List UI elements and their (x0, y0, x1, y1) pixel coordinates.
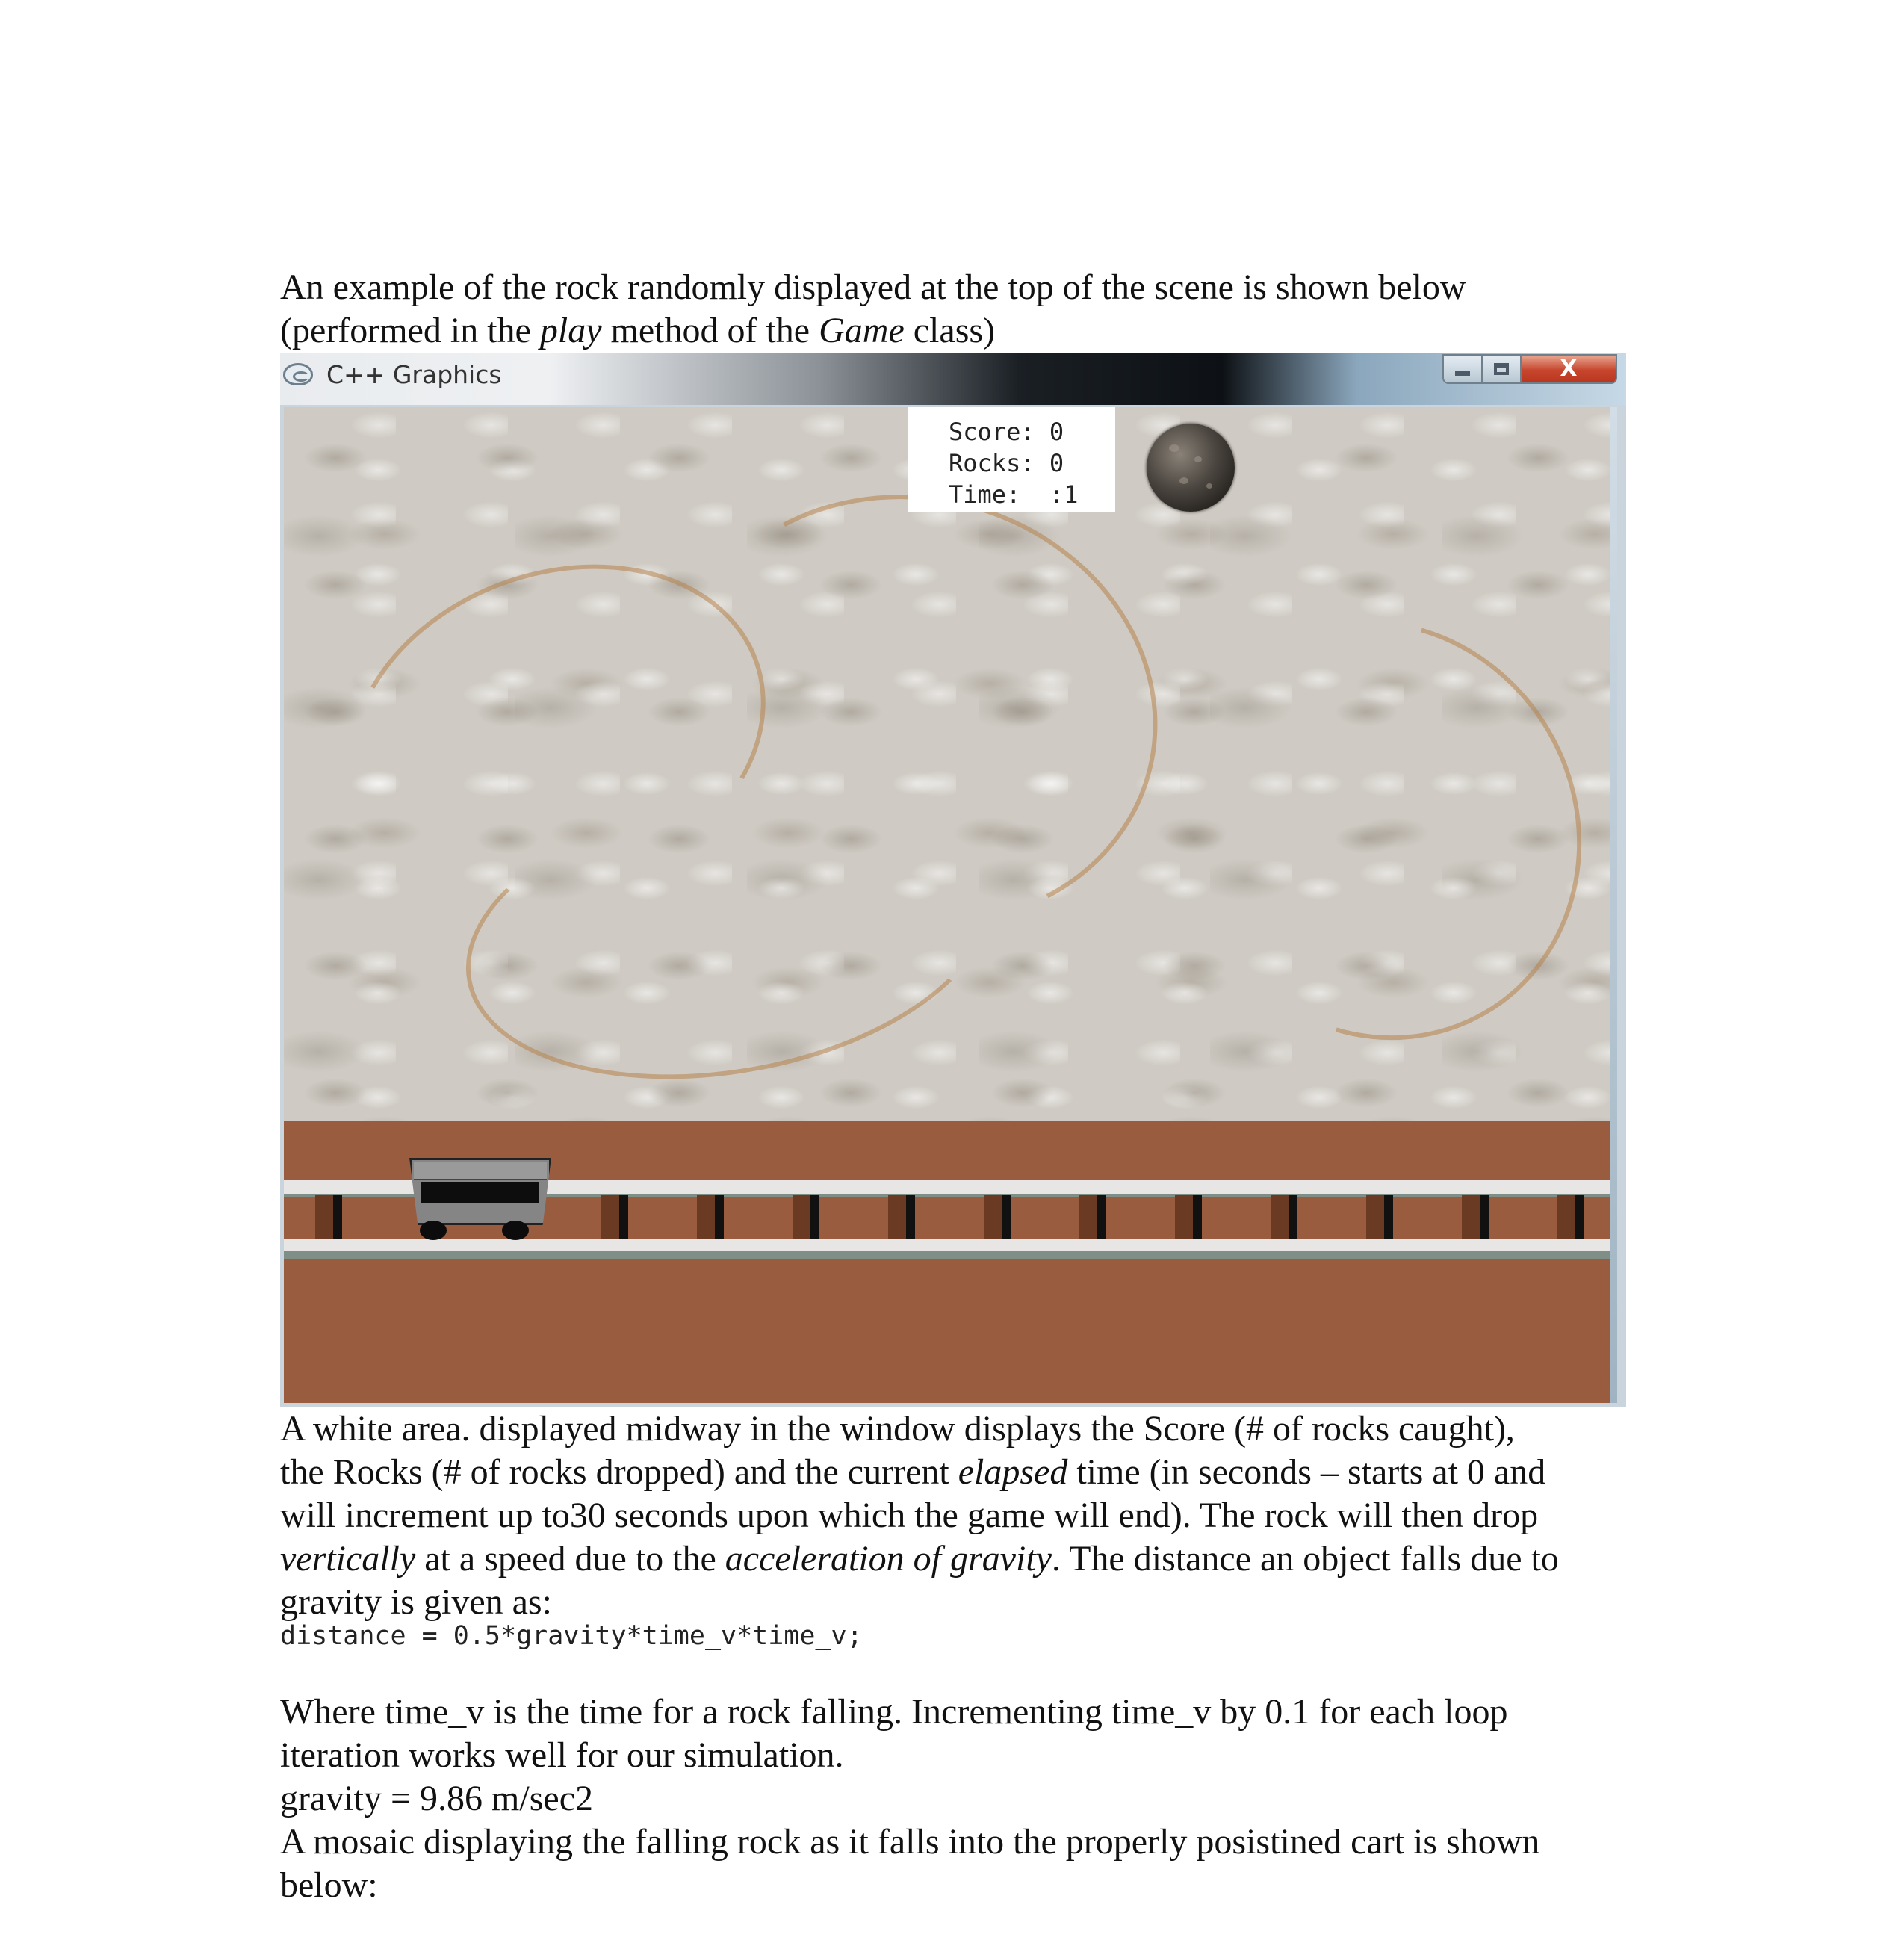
intro-paragraph (280, 266, 1632, 353)
rail-tie (1079, 1195, 1106, 1239)
gravity-value-line: gravity = 9.86 m/sec2 (280, 1779, 593, 1818)
stone-crack (1100, 545, 1626, 1114)
intro-line-2-mid: method of the (601, 311, 819, 350)
close-icon: X (1560, 356, 1578, 382)
falling-rock (1147, 424, 1235, 512)
cart-wheel-right (502, 1221, 529, 1240)
rock-speck (1206, 483, 1212, 489)
rock-speck (1179, 477, 1188, 484)
rail-tie (888, 1195, 915, 1239)
window-title: C++ Graphics (326, 360, 502, 389)
bottom-rail-shadow (284, 1251, 1610, 1259)
description-line-2-start: the Rocks (# of rocks dropped) and the current (280, 1452, 958, 1492)
close-button[interactable] (1520, 354, 1617, 384)
rail-tie (1271, 1195, 1297, 1239)
bottom-rail (284, 1239, 1610, 1251)
description-line-4-end: . The distance an object falls due to (1051, 1539, 1559, 1578)
maximize-button[interactable] (1481, 354, 1520, 384)
rail-tie (1557, 1195, 1584, 1239)
description-line-3: will increment up to30 seconds upon which the game will end). The rock will then drop (280, 1496, 1539, 1535)
rail-track (284, 1121, 1610, 1403)
description-line-1: A white area. displayed midway in the window displays the Score (# of rocks caught), (280, 1409, 1515, 1448)
rail-tie (1462, 1195, 1489, 1239)
rail-tie (984, 1195, 1011, 1239)
elapsed-term: elapsed (958, 1452, 1068, 1492)
app-icon (283, 363, 313, 385)
minimize-icon (1455, 371, 1470, 376)
rail-tie (315, 1195, 342, 1239)
rail-tie (697, 1195, 724, 1239)
cart-wheel-left (420, 1221, 447, 1240)
rocks-readout: Rocks: 0 (949, 449, 1064, 477)
cart-band (421, 1182, 539, 1203)
score-panel (908, 407, 1115, 512)
intro-line-2-end: class) (904, 311, 996, 350)
time-readout: Time: :1 (949, 480, 1079, 509)
cart-rim (414, 1162, 547, 1180)
rail-tie (793, 1195, 819, 1239)
rail-tie (1366, 1195, 1393, 1239)
rail-tie (1175, 1195, 1202, 1239)
mine-cart (409, 1158, 551, 1240)
rock-speck (1169, 444, 1179, 452)
explanation-line-5: below: (280, 1865, 378, 1905)
description-line-2-end: time (in seconds – starts at 0 and (1067, 1452, 1546, 1492)
explanation-line-4: A mosaic displaying the falling rock as it falls into the properly posistined cart is shown (280, 1822, 1540, 1862)
description-paragraph (280, 1407, 1632, 1624)
window-titlebar[interactable] (280, 353, 1626, 405)
description-line-5: gravity is given as: (280, 1582, 552, 1622)
score-readout: Score: 0 (949, 418, 1064, 446)
window-right-edge (1610, 407, 1617, 1403)
description-line-4-mid: at a speed due to the (415, 1539, 725, 1578)
intro-play-term: play (539, 311, 602, 350)
distance-formula-code: distance = 0.5*gravity*time_v*time_v; (280, 1621, 863, 1651)
maximize-icon (1494, 363, 1509, 375)
intro-game-term: Game (819, 311, 905, 350)
vertically-term: vertically (280, 1539, 416, 1578)
minimize-button[interactable] (1442, 354, 1481, 384)
explanation-paragraph (280, 1691, 1632, 1907)
intro-line-2-start: (performed in the (280, 311, 540, 350)
rock-speck (1194, 456, 1202, 462)
gravity-term: acceleration of gravity (725, 1539, 1052, 1578)
intro-line-1: An example of the rock randomly displayed at the top of the scene is shown below (280, 267, 1466, 307)
game-window-screenshot (280, 353, 1626, 1407)
game-canvas (284, 407, 1610, 1403)
rail-tie (601, 1195, 628, 1239)
explanation-line-2: iteration works well for our simulation. (280, 1735, 844, 1775)
explanation-line-1: Where time_v is the time for a rock falling. Incrementing time_v by 0.1 for each loop (280, 1692, 1508, 1732)
window-caption-buttons (1442, 354, 1617, 385)
stone-background (284, 407, 1610, 1121)
